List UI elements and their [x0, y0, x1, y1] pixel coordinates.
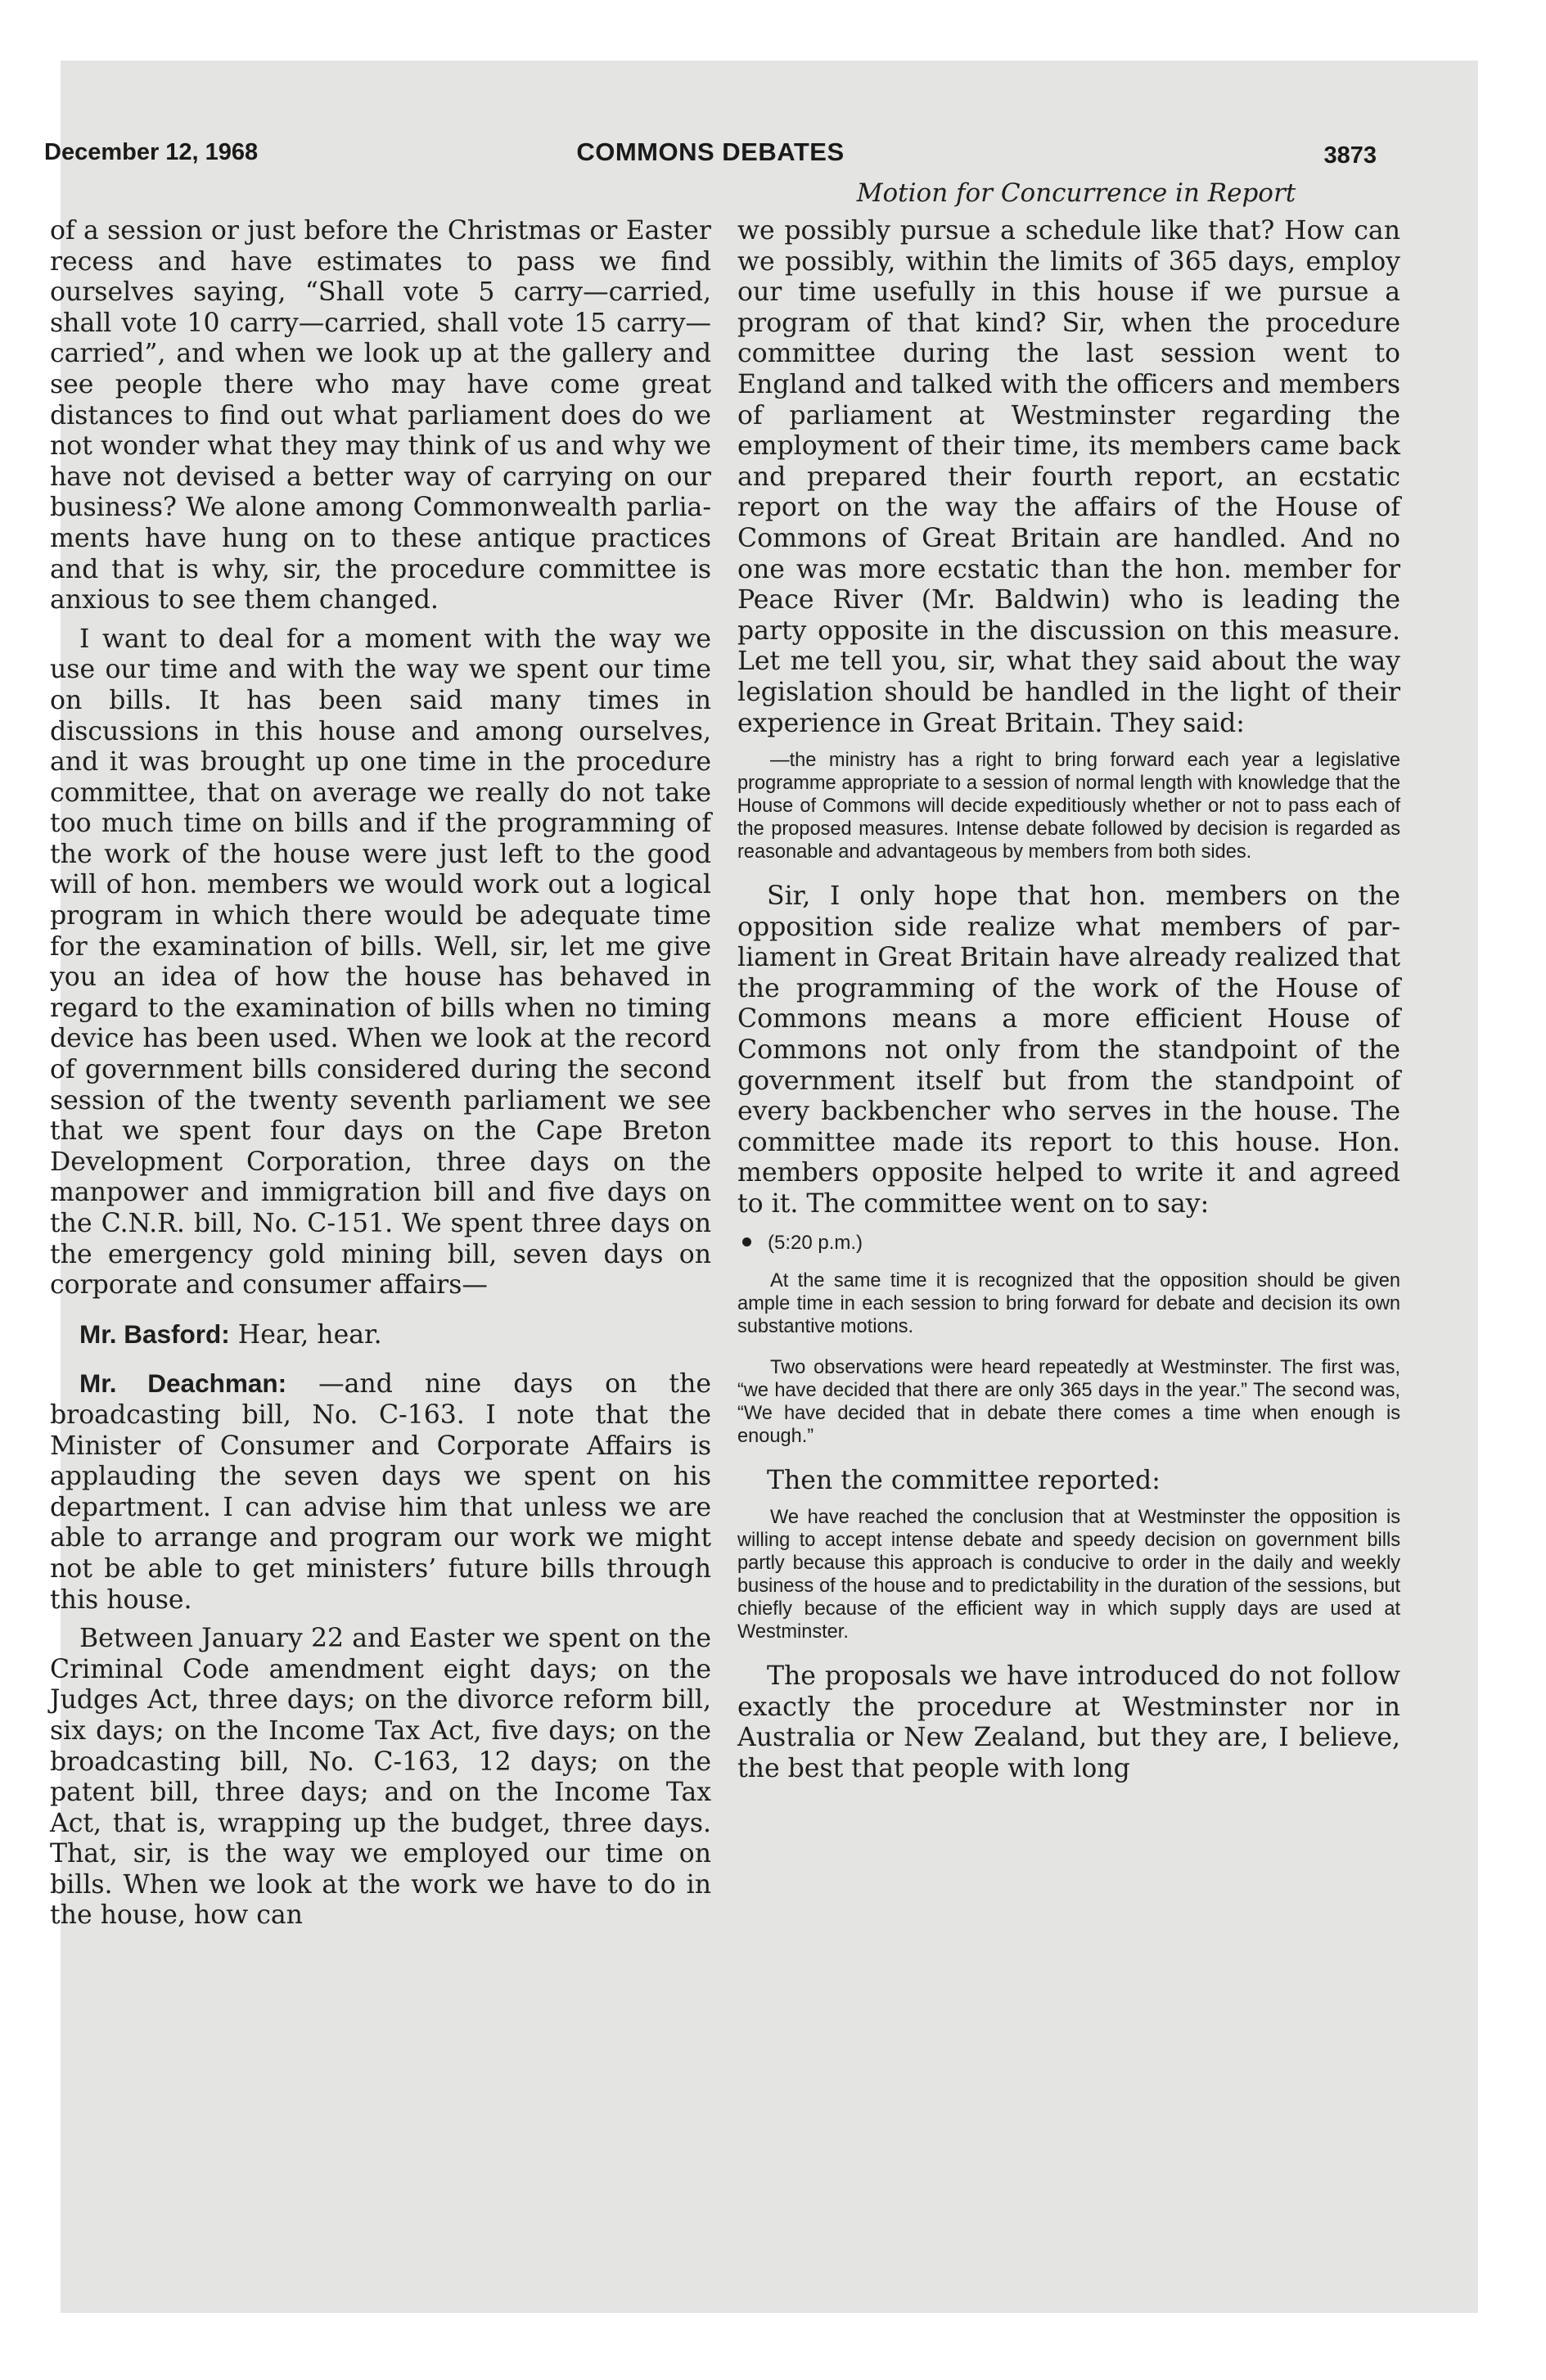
timestamp-text: (5:20 p.m.) [768, 1231, 863, 1254]
page-header [44, 131, 1377, 174]
speaker-name: Mr. Basford: [79, 1318, 230, 1349]
paragraph: Between January 22 and Easter we spent on the Criminal Code amendment eight days; on the Judges Act, three days; on the divorce reform bill, six days; on the Income Tax Act, five days; on the broadcasting bill, No. C-163, 12 days; on the patent bill, three days; and on the Income Tax Act, that is, wrapping up the budget, three days. That, sir, is the way we employed our time on bills. When we look at the work we have to do in the house, how can [50, 1624, 711, 1931]
block-quote: —the ministry has a right to bring forward each year a legislative programme appropriate to a session of normal length with knowledge that the House of Commons will decide expeditiously whether or not to pass each of the proposed measures. Intense debate followed by decision is regarded as reasonable and advantageous by members from both sides. [737, 750, 1400, 863]
paragraph: we possibly pursue a schedule like that? How can we possibly, within the limits of 365 days, employ our time usefully in this house if we pursue a program of that kind? Sir, when the procedure committee during the last session went to England and talked with the officers and members of parliament at Westminster regarding the employment of their time, its members came back and prepared their fourth report, an ecstatic report on the way the affairs of the House of Commons of Great Britain are handled. And no one was more ecstatic than the hon. member for Peace River (Mr. Baldwin) who is leading the party opposite in the discussion on this measure. Let me tell you, sir, what they said about the way legislation should be handled in the light of their experience in Great Britain. They said: [737, 216, 1400, 738]
speech-text: Hear, hear. [237, 1319, 382, 1350]
speech-basford [50, 1319, 711, 1351]
right-column [737, 216, 1400, 1793]
block-quote: At the same time it is recognized that the opposition should be given ample time in each session to bring forward for debate and decision its own substantive motions. [737, 1269, 1400, 1337]
timestamp [737, 1232, 1400, 1255]
header-date: December 12, 1968 [44, 139, 259, 165]
left-column [50, 216, 711, 1940]
speaker-name: Mr. Deachman: [79, 1368, 287, 1399]
page-number: 3873 [1323, 142, 1377, 169]
section-subheading: Motion for Concurrence in Report [856, 178, 1296, 208]
header-title: COMMONS DEBATES [576, 137, 845, 166]
paragraph: Sir, I only hope that hon. members on the opposition side realize what members of parliament in Great Britain have already realized that the programming of the work of the House of Commons means a more efficient House of Commons not only from the standpoint of the government itself but from the standpoint of every backbencher who serves in the house. The committee made its report to this house. Hon. members opposite helped to write it and agreed to it. The committee went on to say: [737, 881, 1400, 1219]
paragraph: Then the committee reported: [767, 1465, 1161, 1495]
speech-deachman [50, 1368, 711, 1616]
block-quote: We have reached the conclusion that at Westminster the opposition is willing to accept intense debate and speedy decision on government bills partly because this approach is conducive to order in the daily and weekly business of the house and to predictability in the duration of the sessions, but chiefly because of the efficient way in which supply days are used at Westminster. [737, 1507, 1400, 1643]
block-quote: Two observations were heard repeatedly at Westminster. The first was, “we have decided that there are only 365 days in the year.” The second was, “We have decided that in debate there comes a time when enough is enough.” [737, 1356, 1400, 1447]
paragraph: The proposals we have introduced do not follow exactly the procedure at Westminster nor in Australia or New Zealand, but they are, I believe, the best that people with long [737, 1661, 1400, 1783]
paragraph: of a session or just before the Christmas or Easter recess and have estimates to pass we find ourselves saying, “Shall vote 5 carry—carried, shall vote 10 carry—carried, shall vote 15 carry—carried”, and when we look up at the gallery and see people there who may have come great distances to find out what parliament does do we not wonder what they may think of us and why we have not devised a better way of carrying on our business? We alone among Commonwealth parliaments have hung on to these antique practices and that is why, sir, the procedure committee is anxious to see them changed. [50, 216, 711, 615]
bullet-dot-icon [742, 1237, 751, 1246]
paragraph: I want to deal for a moment with the way we use our time and with the way we spent our time on bills. It has been said many times in discussions in this house and among ourselves, and it was brought up one time in the procedure committee, that on average we really do not take too much time on bills and if the programming of the work of the house were just left to the good will of hon. members we would work out a logical program in which there would be adequate time for the examination of bills. Well, sir, let me give you an idea of how the house has behaved in regard to the examination of bills when no timing device has been used. When we look at the record of government bills considered during the second session of the twenty seventh parliament we see that we spent four days on the Cape Breton Development Corporation, three days on the manpower and immigration bill and five days on the C.N.R. bill, No. C-151. We spent three days on the emergency gold mining bill, seven days on corporate and consumer affairs— [50, 624, 711, 1300]
speech-text: —and nine days on the broadcasting bill, No. C-163. I note that the Minister of Consumer and Corporate Affairs is applauding the seven days we spent on his department. I can advise him that unless we are able to arrange and program our work we might not be able to get ministers’ future bills through this house. [50, 1369, 711, 1615]
